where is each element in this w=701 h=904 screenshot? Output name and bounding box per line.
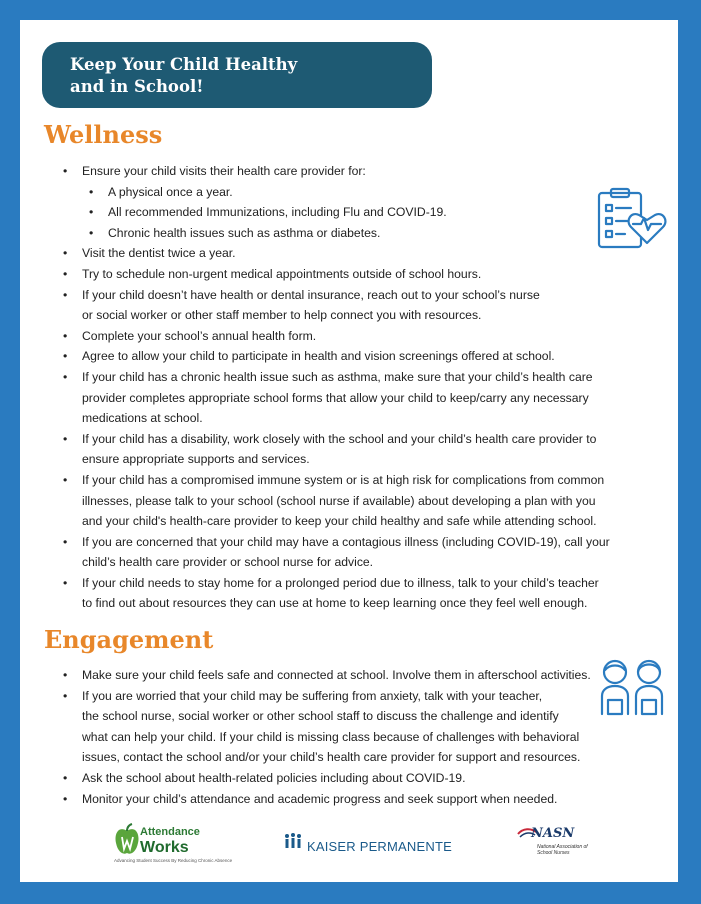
list-item-text: Complete your school’s annual health form. [82, 328, 317, 343]
list-item [62, 346, 632, 367]
list-item [62, 367, 632, 429]
nasn-logo [517, 822, 587, 872]
sub-list-item-text: A physical once a year. [108, 184, 233, 199]
list-item-text: Visit the dentist twice a year. [82, 246, 236, 261]
attendance-works-wordmark [140, 825, 200, 855]
list-item [62, 285, 632, 326]
wellness-heading: Wellness [44, 120, 163, 149]
list-item [62, 326, 632, 347]
list-item-text: Try to schedule non-urgent medical appointments outside of school hours. [82, 266, 482, 281]
aw-tagline: Advancing Student Success By Reducing Chronic Absence [114, 858, 233, 863]
banner-line-2: and in School! [70, 77, 204, 96]
sub-list-item-text: Chronic health issues such as asthma or diabetes. [108, 225, 381, 240]
list-item-text: Make sure your child feels safe and connected at school. Involve them in afterschool activities. [82, 668, 591, 682]
list-item [62, 532, 632, 573]
wellness-list [62, 161, 632, 614]
nasn-wordmark: NASN [531, 826, 575, 841]
clipboard-heart-icon [595, 187, 669, 251]
nasn-subtitle: National Association of School Nurses [537, 844, 588, 856]
engagement-heading: Engagement [44, 625, 214, 654]
sub-list-item [82, 202, 632, 223]
list-item [62, 665, 632, 686]
list-item-text: If you are concerned that your child may have a contagious illness (including COVID-19), call your child’s health care provider or school nurse for advice. [82, 534, 610, 570]
list-item-text: Ensure your child visits their health care provider for: [82, 164, 366, 178]
kaiser-permanente-logo [283, 832, 452, 862]
list-item [62, 686, 632, 768]
list-item-text: If your child has a compromised immune system or is at high risk for complications from common illnesses, please talk to your school (school nurse if available) about developing a plan with you and your child's health-care provider to keep your child healthy and safe while attending school. [82, 472, 605, 529]
list-item [62, 789, 632, 810]
list-item-text: Monitor your child’s attendance and academic progress and seek support when needed. [82, 791, 558, 806]
engagement-list [62, 665, 632, 809]
sub-list-item [82, 182, 632, 203]
list-item-text: If your child has a chronic health issue such as asthma, make sure that your child’s health care provider completes appropriate school forms that allow your child to keep/carry any necessary medications at school. [82, 369, 593, 426]
list-item [62, 573, 632, 614]
list-item [62, 161, 632, 243]
flyer-page [20, 20, 678, 882]
list-item-text: If you are worried that your child may be suffering from anxiety, talk with your teacher, the school nurse, social worker or other school staff to discuss the challenge and identify what can help your child. If your child is missing class because of challenges with behavioral issues, contact the school and/or your child’s health care provider for support and resources. [82, 688, 581, 765]
list-item [62, 243, 632, 264]
sub-list [82, 182, 632, 244]
list-item [62, 264, 632, 285]
attendance-works-logo [114, 823, 233, 867]
students-icon [598, 658, 666, 724]
list-item-text: Ask the school about health-related policies including about COVID-19. [82, 770, 466, 785]
banner-line-1: Keep Your Child Healthy [70, 55, 298, 74]
aw-line-1: Attendance [140, 826, 200, 838]
list-item [62, 429, 632, 470]
list-item-text: If your child needs to stay home for a prolonged period due to illness, talk to your child’s teacher to find out about resources they can use at home to keep learning once they feel well enough. [82, 575, 599, 611]
title-banner [42, 42, 432, 108]
list-item-text: Agree to allow your child to participate in health and vision screenings offered at school. [82, 349, 555, 364]
kp-wordmark: KAISER PERMANENTE [307, 839, 452, 854]
kp-figures-icon [283, 832, 303, 850]
aw-line-2: Works [140, 839, 189, 856]
list-item-text: If your child doesn’t have health or dental insurance, reach out to your school’s nurse or social worker or other staff member to help connect you with resources. [82, 287, 540, 323]
list-item [62, 470, 632, 532]
sub-list-item-text: All recommended Immunizations, including Flu and COVID-19. [108, 205, 447, 220]
apple-icon [114, 823, 140, 857]
sub-list-item [82, 223, 632, 244]
list-item [62, 768, 632, 789]
list-item-text: If your child has a disability, work closely with the school and your child’s health care provider to ensure appropriate supports and services. [82, 431, 597, 467]
